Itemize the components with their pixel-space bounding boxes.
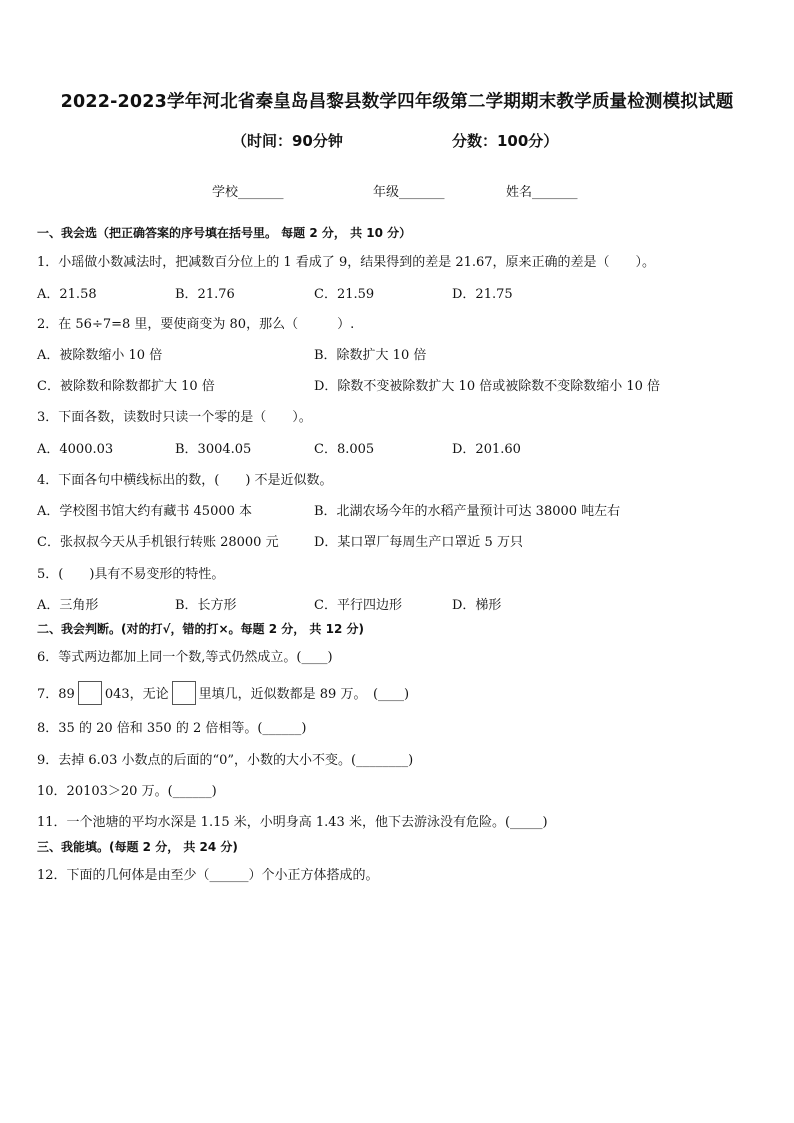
blank-box <box>172 681 196 705</box>
question-5-option-a: A．三角形 <box>37 598 99 613</box>
grade-field: 年级_______ <box>373 185 445 200</box>
question-4-option-a: A．学校图书馆大约有藏书 45000 本 <box>37 504 253 519</box>
question-2-stem: 2．在 56÷7=8 里，要使商变为 80，那么（ ）. <box>37 317 355 332</box>
question-2-option-a: A．被除数缩小 10 倍 <box>37 348 163 363</box>
question-3-option-a: A．4000.03 <box>37 442 114 457</box>
question-7 <box>37 681 409 705</box>
school-field: 学校_______ <box>212 185 284 200</box>
question-2-option-b: B．除数扩大 10 倍 <box>314 348 427 363</box>
question-5-option-b: B．长方形 <box>175 598 237 613</box>
question-7-part-1: 7．89 <box>37 687 75 702</box>
question-5-stem: 5．( )具有不易变形的特性。 <box>37 567 225 582</box>
blank-box <box>78 681 102 705</box>
question-4-option-d: D．某口罩厂每周生产口罩近 5 万只 <box>314 535 523 550</box>
question-3-option-d: D．201.60 <box>452 442 521 457</box>
question-9: 9．去掉 6.03 小数点的后面的“0”，小数的大小不变。(________) <box>37 753 414 768</box>
name-field: 姓名_______ <box>506 185 578 200</box>
exam-score: 分数：100分） <box>452 132 559 150</box>
section-heading-choice: 一、我会选（把正确答案的序号填在括号里。 每题 2 分， 共 10 分） <box>37 226 412 240</box>
question-1-option-d: D．21.75 <box>452 287 513 302</box>
question-5-option-c: C．平行四边形 <box>314 598 402 613</box>
question-1-option-c: C．21.59 <box>314 287 375 302</box>
question-6: 6．等式两边都加上同一个数,等式仍然成立。(____) <box>37 650 333 665</box>
question-4-option-c: C．张叔叔今天从手机银行转账 28000 元 <box>37 535 279 550</box>
question-1-option-b: B．21.76 <box>175 287 235 302</box>
question-11: 11．一个池塘的平均水深是 1.15 米，小明身高 1.43 米，他下去游泳没有危险。(_____) <box>37 815 548 830</box>
section-heading-judge: 二、我会判断。(对的打√，错的打×。每题 2 分， 共 12 分) <box>37 622 364 636</box>
question-7-part-2: 043，无论 <box>104 687 169 702</box>
question-7-part-3: 里填几，近似数都是 89 万。 (____) <box>198 687 410 702</box>
question-4-stem: 4．下面各句中横线标出的数，( ) 不是近似数。 <box>37 473 333 488</box>
page-title: 2022-2023学年河北省秦皇岛昌黎县数学四年级第二学期期末教学质量检测模拟试题 <box>60 92 734 112</box>
question-5-option-d: D．梯形 <box>452 598 502 613</box>
section-heading-fill: 三、我能填。(每题 2 分， 共 24 分) <box>37 840 238 854</box>
question-12: 12．下面的几何体是由至少（______）个小正方体搭成的。 <box>37 868 379 883</box>
question-1-stem: 1．小瑶做小数减法时，把减数百分位上的 1 看成了 9，结果得到的差是 21.67，原来正确的差是（ ）。 <box>37 255 656 270</box>
exam-time: （时间：90分钟 <box>232 132 343 150</box>
question-2-option-d: D．除数不变被除数扩大 10 倍或被除数不变除数缩小 10 倍 <box>314 379 661 394</box>
question-8: 8．35 的 20 倍和 350 的 2 倍相等。(______) <box>37 721 307 736</box>
question-3-stem: 3．下面各数，读数时只读一个零的是（ ）。 <box>37 410 312 425</box>
question-2-option-c: C．被除数和除数都扩大 10 倍 <box>37 379 215 394</box>
question-1-option-a: A．21.58 <box>37 287 97 302</box>
question-4-option-b: B．北湖农场今年的水稻产量预计可达 38000 吨左右 <box>314 504 621 519</box>
question-10: 10．20103＞20 万。(______) <box>37 784 217 799</box>
question-3-option-c: C．8.005 <box>314 442 375 457</box>
question-3-option-b: B．3004.05 <box>175 442 252 457</box>
